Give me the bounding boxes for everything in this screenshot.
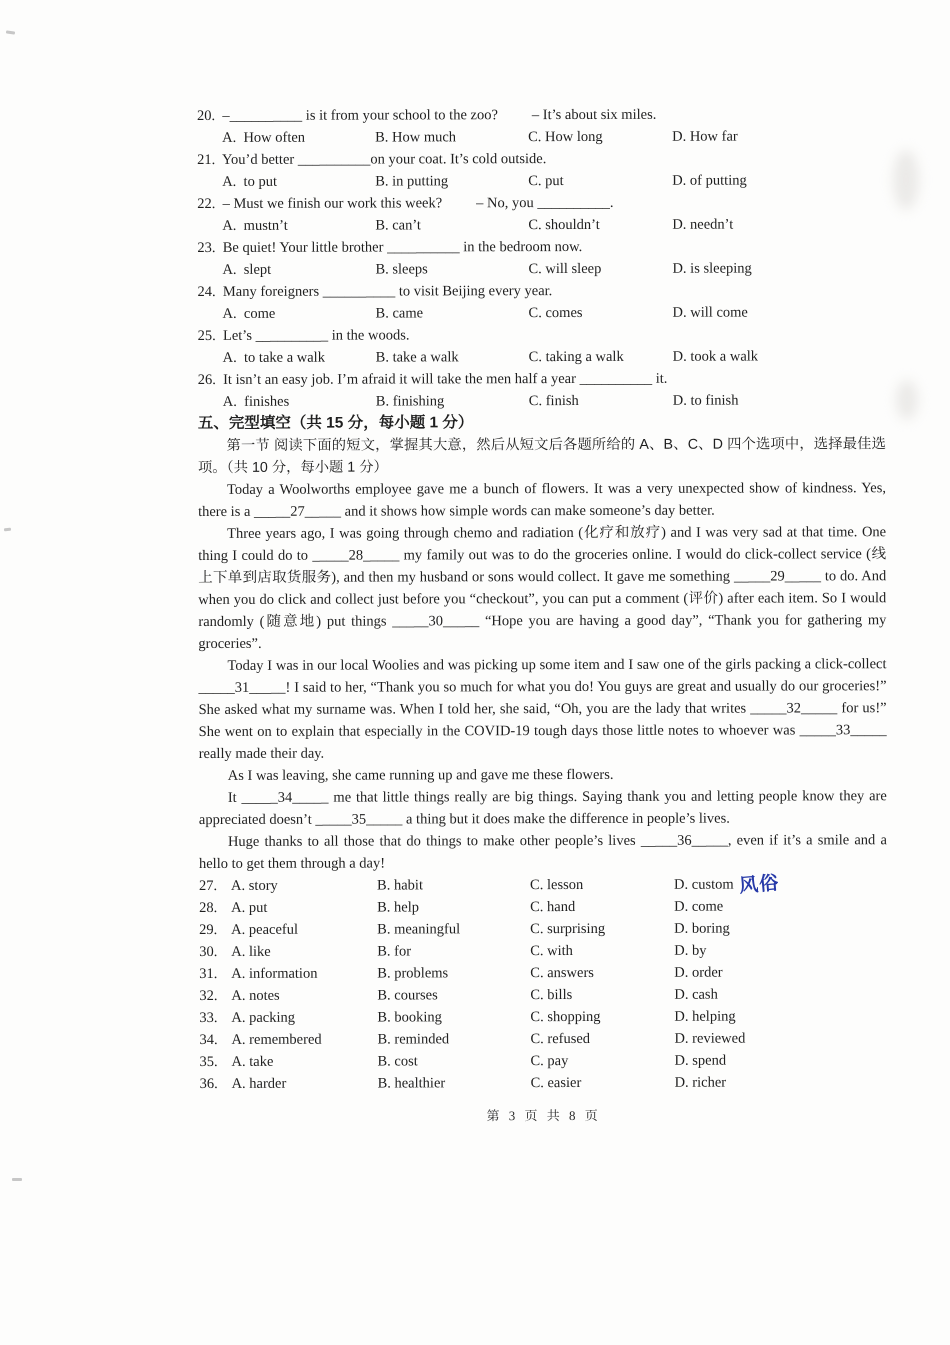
question-text: 21. You’d better __________on your coat. It’s cold outside. [197,151,547,168]
option-C: C. pay [530,1053,569,1070]
question-text: 23. Be quiet! Your little brother __________ in the bedroom now. [197,238,583,256]
option-D: D. How far [672,128,738,145]
option-C: C. surprising [530,920,606,938]
options-row [199,939,887,963]
option-C: C. refused [530,1030,591,1048]
question-number: 29. [199,921,218,938]
option-B: B. finishing [375,393,445,410]
question-number: 34. [199,1031,218,1048]
option-C: C. put [528,173,564,190]
cloze-passage [198,477,887,875]
option-D: D. took a walk [672,348,759,365]
option-B: B. habit [377,877,423,894]
option-B: B. How much [375,129,457,146]
options-row [198,301,886,325]
options-row [198,389,886,413]
question-number: 28. [199,899,218,916]
option-A: A. packing [231,1009,296,1026]
option-C: C. answers [530,964,594,982]
question-number: 33. [199,1009,218,1026]
page-content [197,103,888,1128]
question-stem [197,103,885,127]
option-B: B. can’t [375,217,421,234]
question-stem [197,147,885,171]
passage-paragraph: Today a Woolworths employee gave me a bunch of flowers. It was a very unexpected show of kindness. Yes, there is a _____27_____ and it shows how simple words can make someone’s day better. [198,480,887,520]
question-text: 26. It isn’t an easy job. I’m afraid it will take the men half a year __________ it. [197,370,668,388]
option-D: D. needn’t [672,216,734,233]
option-A: A. How often [222,129,306,146]
options-row [199,917,887,941]
options-row [199,873,887,897]
option-C: C. shouldn’t [528,216,600,234]
option-D: D. boring [674,920,730,937]
options-row [199,1027,887,1051]
option-D: D. come [674,898,724,915]
option-A: A. to take a walk [222,349,325,366]
mcq-section [197,103,886,413]
option-A: A. finishes [222,393,290,410]
option-C: C. hand [530,899,576,916]
passage-paragraph: Huge thanks to all those that do things to make other people’s lives _____36_____, even if it’s a smile and a hello to get them through a day! [198,832,887,872]
option-A: A. notes [231,987,280,1004]
handwritten-annotation: 风俗 [737,871,780,898]
options-row [200,1071,888,1095]
option-A: A. slept [222,261,272,278]
option-C: C. easier [530,1074,582,1092]
option-D: D. of putting [672,172,747,189]
question-response-text: – No, you __________. [476,194,614,212]
option-A: A. take [231,1053,274,1070]
page-footer: 第 3 页 共 8 页 [486,1107,601,1124]
question-text: 20. –__________ is it from your school to the zoo? [197,107,498,124]
option-C: C. comes [528,304,583,322]
options-row [198,345,886,369]
options-row [197,213,885,237]
question-text: 24. Many foreigners __________ to visit Beijing every year. [197,283,553,300]
options-row [199,961,887,985]
option-B: B. healthier [377,1075,446,1092]
option-C: C. bills [530,987,573,1004]
options-row [199,1049,887,1073]
option-C: C. shopping [530,1008,601,1026]
cloze-section-heading: 五、完型填空（共 15 分，每小题 1 分） [197,414,474,432]
question-number: 36. [199,1075,218,1092]
option-B: B. reminded [377,1031,450,1048]
option-C: C. How long [528,128,603,146]
option-D: D. helping [674,1008,736,1025]
passage-paragraph: As I was leaving, she came running up and gave me these flowers. [227,766,614,784]
option-B: B. booking [377,1009,442,1026]
option-D: D. to finish [672,392,739,409]
option-D: D. order [674,964,723,981]
question-stem [198,323,886,347]
option-A: A. remembered [231,1031,322,1048]
options-row [199,1005,887,1029]
option-D: D. reviewed [674,1030,746,1047]
scan-artifact [4,528,11,532]
question-stem [197,235,885,259]
question-text: 25. Let’s __________ in the woods. [197,327,410,344]
option-A: A. harder [231,1075,287,1092]
question-number: 31. [199,965,218,982]
option-B: B. take a walk [375,349,459,366]
question-number: 27. [199,877,218,894]
cloze-instruction: 第一节 阅读下面的短文，掌握其大意，然后从短文后各题所给的 A、B、C、D 四个选项中，选择最佳选项。（共 10 分，每小题 1 分） [197,436,886,476]
option-A: A. story [231,877,278,894]
question-text: 22. – Must we finish our work this week? [197,195,443,212]
option-C: C. taking a walk [528,348,624,366]
option-D: D. richer [674,1074,727,1091]
option-B: B. sleeps [375,261,428,278]
question-stem [197,191,885,215]
question-stem [197,279,885,303]
option-C: C. finish [528,393,579,410]
option-B: B. help [377,899,420,916]
options-row [197,125,885,149]
cloze-options [199,873,888,1095]
option-A: A. like [231,943,271,960]
option-C: C. lesson [530,876,584,894]
option-B: B. cost [377,1053,418,1070]
option-B: B. meaningful [377,921,461,938]
option-D: D. by [674,942,707,959]
option-C: C. will sleep [528,260,602,278]
question-number: 32. [199,987,218,1004]
passage-paragraph: Today I was in our local Woolies and was picking up some item and I saw one of the girls packing a click-collect _____31_____! I said to her, “Thank you so much for what you do! You guys are great and usually do our groceries!” She asked what my surname was. When I told her, she said, “Oh, you are the lady that writes _____32_____ for us!” She went on to explain that especially in the COVID-19 tough days those little notes to whoever was _____33_____ really made their day. [198,656,887,762]
options-row [197,169,885,193]
option-D: D. will come [672,304,748,321]
question-stem [198,367,886,391]
question-response-text: – It’s about six miles. [531,106,657,124]
scan-artifact [12,1178,22,1181]
option-B: B. in putting [375,173,449,190]
option-D: D. cash [674,986,718,1003]
question-number: 30. [199,943,218,960]
option-D: D. custom 风俗 [674,871,780,898]
option-B: B. came [375,305,424,322]
option-B: B. courses [377,987,438,1004]
option-D: D. is sleeping [672,260,752,277]
question-number: 35. [199,1053,218,1070]
scan-artifact [893,150,919,210]
scan-artifact [896,380,918,420]
option-B: B. problems [377,965,449,982]
options-row [199,895,887,919]
option-A: A. information [231,965,318,982]
option-A: A. to put [222,173,278,190]
options-row [199,983,887,1007]
option-A: A. peaceful [231,921,299,938]
option-D: D. spend [674,1052,727,1069]
option-C: C. with [530,943,573,960]
option-A: A. put [231,899,268,916]
option-A: A. mustn’t [222,217,288,234]
option-A: A. come [222,305,276,322]
options-row [197,257,885,281]
passage-paragraph: It _____34_____ me that little things really are big things. Saying thank you and letting people know they are appreciated doesn’t _____35_____ a thing but it does make the difference in people’s lives. [198,788,887,828]
passage-paragraph: Three years ago, I was going through chemo and radiation (化疗和放疗) and I was very sad at that time. One thing I could do to _____28_____ my family out was to do the groceries online. I would do click-collect service (线上下单到店取货服务), and then my husband or sons would collect. It gave me something _____29_____ to do. And when you do click and collect just before you “checkout”, you can put a comment (评价) after each item. So I would randomly (随意地) put things _____30_____ “Hope you are having a good day”, “Thank you for gathering my groceries”. [198,524,887,652]
scan-artifact [6,30,15,34]
option-B: B. for [377,943,412,960]
